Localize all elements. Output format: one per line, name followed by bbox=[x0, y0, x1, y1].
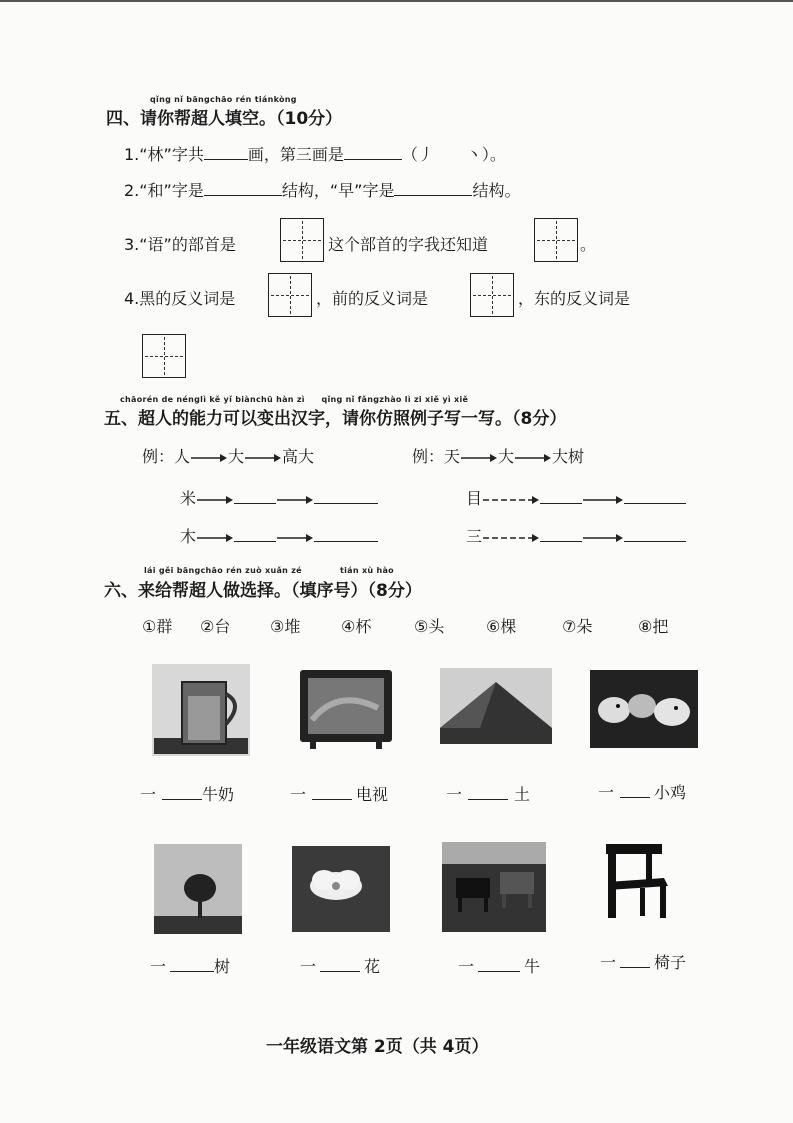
cattle-icon bbox=[442, 842, 546, 932]
q4-tian-box-3[interactable] bbox=[142, 334, 186, 378]
pic-label-prefix: 一 bbox=[300, 957, 317, 976]
q3-tian-box-2[interactable] bbox=[534, 218, 578, 262]
option-1: ①群 bbox=[142, 617, 173, 636]
arrow-icon bbox=[196, 533, 234, 543]
example-2-result: 大树 bbox=[552, 447, 585, 466]
write-row-char: 木 bbox=[180, 527, 197, 546]
arrow-icon bbox=[514, 453, 552, 463]
example-2-label: 例： bbox=[412, 447, 445, 466]
q1-text-b: 画，第三画是 bbox=[247, 145, 344, 164]
write-row-char: 米 bbox=[180, 489, 197, 508]
example-2-char-1: 天 bbox=[444, 447, 461, 466]
option-6: ⑥棵 bbox=[486, 617, 517, 636]
arrow-icon bbox=[196, 495, 234, 505]
write-blank[interactable] bbox=[540, 489, 582, 504]
write-blank[interactable] bbox=[314, 489, 378, 504]
pic-label-word: 树 bbox=[214, 957, 231, 976]
pic-label-word: 电视 bbox=[356, 785, 389, 804]
pic-label-prefix: 一 bbox=[140, 785, 157, 804]
flower-icon bbox=[292, 846, 390, 932]
measure-blank-7[interactable] bbox=[478, 957, 520, 972]
page-footer: 一年级语文第 2页（共 4页） bbox=[266, 1037, 489, 1057]
sec4-pinyin: qǐng nǐ bāngchāo rén tiánkòng bbox=[150, 95, 297, 104]
write-blank[interactable] bbox=[624, 527, 686, 542]
measure-blank-3[interactable] bbox=[468, 785, 508, 800]
q1-text-c: （丿 丶）。 bbox=[401, 145, 506, 164]
write-row-2 bbox=[466, 486, 686, 509]
pic-label-4 bbox=[598, 780, 686, 803]
option-4: ④杯 bbox=[341, 617, 372, 636]
pic-label-word: 土 bbox=[514, 785, 531, 804]
pic-label-5 bbox=[150, 954, 230, 977]
chicks-icon bbox=[590, 670, 698, 748]
sec5-pinyin: chāorén de nénglì kě yǐ biànchū hàn zì qǐng nǐ fǎngzhào lì zi xiě yì xiě bbox=[120, 395, 469, 404]
measure-blank-2[interactable] bbox=[312, 785, 352, 800]
write-blank[interactable] bbox=[234, 527, 276, 542]
sec6-title: 六、来给帮超人做选择。（填序号）（8分） bbox=[104, 581, 422, 601]
sec5-title: 五、超人的能力可以变出汉字，请你仿照例子写一写。（8分） bbox=[104, 409, 567, 429]
q4-tian-box-2[interactable] bbox=[470, 273, 514, 317]
arrow-icon bbox=[482, 495, 540, 505]
q4-text-a: 4.黑的反义词是 bbox=[124, 289, 236, 308]
write-blank[interactable] bbox=[314, 527, 378, 542]
pic-label-prefix: 一 bbox=[290, 785, 307, 804]
milk-cup-icon bbox=[152, 664, 250, 756]
pic-label-6 bbox=[300, 954, 380, 977]
option-2: ②台 bbox=[200, 617, 231, 636]
example-1-char-2: 大 bbox=[228, 447, 245, 466]
sec4-title: 四、请你帮超人填空。（10分） bbox=[106, 109, 343, 129]
example-1-label: 例： bbox=[142, 447, 175, 466]
measure-blank-5[interactable] bbox=[170, 957, 214, 972]
sec6-pinyin-1: lái gěi bāngchāo rén zuò xuǎn zé bbox=[144, 566, 302, 575]
option-7: ⑦朵 bbox=[562, 617, 593, 636]
top-border bbox=[0, 0, 793, 2]
arrow-icon bbox=[244, 453, 282, 463]
pic-label-prefix: 一 bbox=[150, 957, 167, 976]
write-blank[interactable] bbox=[234, 489, 276, 504]
pic-label-word: 花 bbox=[364, 957, 381, 976]
q3-tian-box-1[interactable] bbox=[280, 218, 324, 262]
arrow-icon bbox=[482, 533, 540, 543]
q2-text-c: 结构。 bbox=[472, 181, 521, 200]
example-2 bbox=[412, 444, 584, 467]
pic-label-prefix: 一 bbox=[598, 783, 615, 802]
measure-blank-1[interactable] bbox=[162, 785, 202, 800]
pic-label-prefix: 一 bbox=[600, 953, 617, 972]
example-2-char-2: 大 bbox=[498, 447, 515, 466]
measure-blank-8[interactable] bbox=[620, 953, 650, 968]
sec6-pinyin-2: tián xù hào bbox=[340, 566, 394, 575]
q3-text-b: 这个部首的字我还知道 bbox=[328, 235, 489, 254]
write-row-3 bbox=[180, 524, 378, 547]
arrow-icon bbox=[582, 533, 624, 543]
pic-label-2 bbox=[290, 782, 388, 805]
write-row-1 bbox=[180, 486, 378, 509]
q4-tian-box-1[interactable] bbox=[268, 273, 312, 317]
pic-label-8 bbox=[600, 950, 686, 973]
pic-label-word: 小鸡 bbox=[654, 783, 687, 802]
q2-text-b: 结构，“早”字是 bbox=[281, 181, 395, 200]
q3-text-c: 。 bbox=[580, 235, 597, 254]
tree-icon bbox=[154, 844, 242, 934]
pic-label-7 bbox=[458, 954, 540, 977]
pic-label-prefix: 一 bbox=[458, 957, 475, 976]
pic-label-prefix: 一 bbox=[446, 785, 463, 804]
q2 bbox=[124, 178, 520, 201]
pic-label-3 bbox=[446, 782, 530, 805]
example-1-char-1: 人 bbox=[174, 447, 191, 466]
measure-blank-4[interactable] bbox=[620, 783, 650, 798]
q3-text-a: 3.“语”的部首是 bbox=[124, 235, 236, 254]
q1-blank-1[interactable] bbox=[204, 145, 248, 160]
q4-text-c: ，东的反义词是 bbox=[518, 289, 631, 308]
write-blank[interactable] bbox=[540, 527, 582, 542]
arrow-icon bbox=[276, 495, 314, 505]
television-icon bbox=[298, 668, 394, 750]
option-8: ⑧把 bbox=[638, 617, 669, 636]
q2-blank-1[interactable] bbox=[204, 181, 282, 196]
q1-text-a: 1.“林”字共 bbox=[124, 145, 204, 164]
option-5: ⑤头 bbox=[414, 617, 445, 636]
write-row-char: 三 bbox=[466, 527, 483, 546]
arrow-icon bbox=[460, 453, 498, 463]
q4-text-b: ，前的反义词是 bbox=[316, 289, 429, 308]
option-3: ③堆 bbox=[270, 617, 301, 636]
pic-label-1 bbox=[140, 782, 234, 805]
example-1-result: 高大 bbox=[282, 447, 315, 466]
example-1 bbox=[142, 444, 314, 467]
measure-blank-6[interactable] bbox=[320, 957, 360, 972]
q1 bbox=[124, 142, 506, 165]
write-row-4 bbox=[466, 524, 686, 547]
arrow-icon bbox=[190, 453, 228, 463]
write-blank[interactable] bbox=[624, 489, 686, 504]
dirt-pile-icon bbox=[440, 668, 552, 744]
pic-label-word: 牛奶 bbox=[202, 785, 235, 804]
arrow-icon bbox=[582, 495, 624, 505]
q2-blank-2[interactable] bbox=[394, 181, 472, 196]
chair-icon bbox=[600, 842, 672, 920]
write-row-char: 目 bbox=[466, 489, 483, 508]
pic-label-word: 椅子 bbox=[654, 953, 687, 972]
pic-label-word: 牛 bbox=[524, 957, 541, 976]
q1-blank-2[interactable] bbox=[344, 145, 402, 160]
q2-text-a: 2.“和”字是 bbox=[124, 181, 204, 200]
arrow-icon bbox=[276, 533, 314, 543]
